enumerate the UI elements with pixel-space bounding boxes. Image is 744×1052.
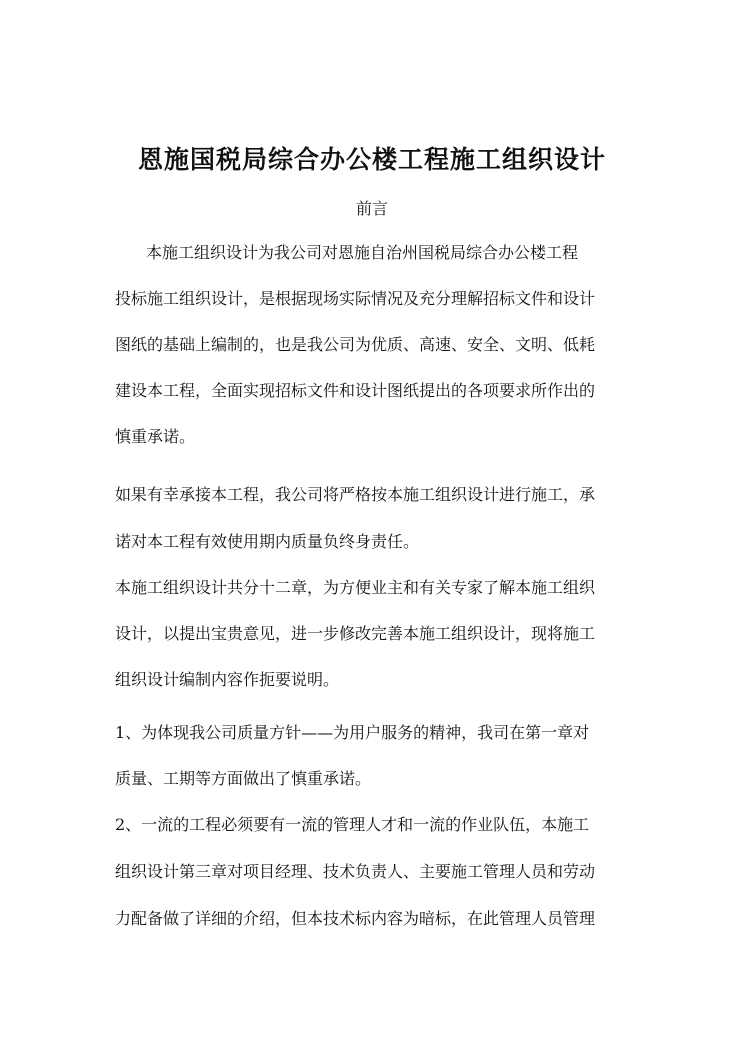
paragraph-management [115, 813, 635, 954]
paragraph-line: 建设本工程，全面实现招标文件和设计图纸提出的各项要求所作出的 [115, 381, 596, 400]
paragraph-line: 2、一流的工程必须要有一流的管理人才和一流的作业队伍，本施工 [115, 815, 590, 834]
paragraph-line: 慎重承诺。 [115, 427, 196, 446]
paragraph-line: 组织设计编制内容作扼要说明。 [115, 670, 340, 689]
paragraph-line: 力配备做了详细的介绍，但本技术标内容为暗标，在此管理人员管理 [115, 909, 596, 928]
paragraph-line: 1、为体现我公司质量方针——为用户服务的精神，我司在第一章对 [115, 723, 590, 742]
paragraph-quality [115, 721, 635, 813]
paragraph-line: 质量、工期等方面做出了慎重承诺。 [115, 769, 372, 788]
paragraph-structure [115, 576, 635, 714]
paragraph-line: 诺对本工程有效使用期内质量负终身责任。 [115, 532, 420, 551]
document-subtitle: 前言 [355, 199, 388, 218]
paragraph-commitment [115, 483, 635, 577]
paragraph-line: 组织设计第三章对项目经理、技术负责人、主要施工管理人员和劳动 [115, 862, 596, 881]
paragraph-intro [115, 241, 635, 471]
paragraph-line: 设计，以提出宝贵意见，进一步修改完善本施工组织设计，现将施工 [115, 624, 596, 643]
paragraph-line: 投标施工组织设计，是根据现场实际情况及充分理解招标文件和设计 [115, 289, 596, 308]
paragraph-line: 如果有幸承接本工程，我公司将严格按本施工组织设计进行施工，承 [115, 485, 596, 504]
paragraph-line: 图纸的基础上编制的，也是我公司为优质、高速、安全、文明、低耗 [115, 335, 596, 354]
paragraph-line: 本施工组织设计为我公司对恩施自治州国税局综合办公楼工程 [146, 243, 579, 262]
document-title: 恩施国税局综合办公楼工程施工组织设计 [137, 145, 606, 174]
paragraph-line: 本施工组织设计共分十二章，为方便业主和有关专家了解本施工组织 [115, 578, 596, 597]
